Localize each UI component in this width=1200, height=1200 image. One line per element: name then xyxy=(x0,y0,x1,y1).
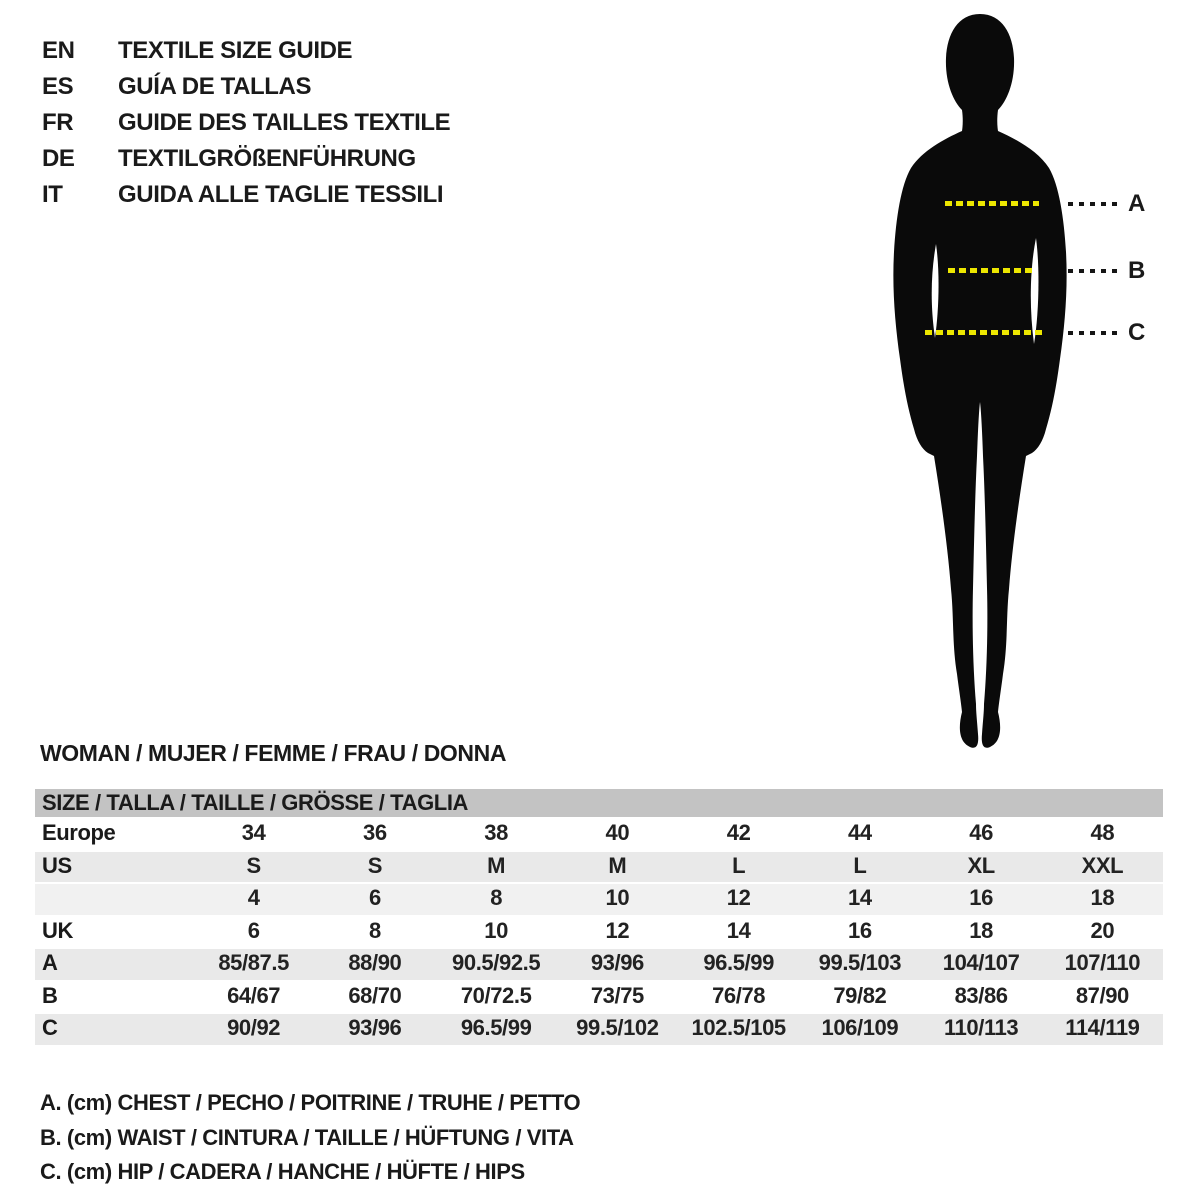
size-cell: 107/110 xyxy=(1064,950,1141,975)
size-cell: 14 xyxy=(848,885,872,910)
language-code: FR xyxy=(42,109,74,136)
table-header: SIZE / TALLA / TAILLE / GRÖSSE / TAGLIA xyxy=(35,789,1163,817)
size-cell: 16 xyxy=(848,917,872,943)
size-cell: 110/113 xyxy=(943,1015,1019,1040)
table-row-chest-a xyxy=(35,947,1163,980)
language-row-es xyxy=(42,69,450,105)
size-cell: 44 xyxy=(848,820,872,845)
size-cell: 6 xyxy=(247,917,260,943)
size-cell: 8 xyxy=(368,917,381,943)
size-cell: 90/92 xyxy=(227,1015,281,1040)
size-cell: 99.5/102 xyxy=(576,1015,659,1040)
size-cell: 16 xyxy=(969,885,993,910)
size-cell: 6 xyxy=(368,885,381,910)
size-cell: XXL xyxy=(1081,852,1124,878)
table-row-us-numeric xyxy=(35,882,1163,915)
size-cell: M xyxy=(608,852,627,878)
chest-line-highlight xyxy=(945,201,1039,206)
size-cell: 85/87.5 xyxy=(218,950,289,975)
section-title-woman: WOMAN / MUJER / FEMME / FRAU / DONNA xyxy=(40,740,507,766)
row-label xyxy=(35,882,193,915)
row-label: A xyxy=(42,950,58,975)
language-row-fr xyxy=(42,105,450,141)
size-cell: 106/109 xyxy=(821,1015,899,1040)
size-cell: 46 xyxy=(969,820,993,845)
size-cell: 114/119 xyxy=(1065,1015,1140,1040)
table-row-hip-c xyxy=(35,1012,1163,1045)
language-code: ES xyxy=(42,73,74,100)
guide-title: TEXTILGRÖßENFÜHRUNG xyxy=(118,145,416,172)
size-cell: 76/78 xyxy=(712,982,766,1008)
size-cell: L xyxy=(853,852,867,878)
woman-silhouette xyxy=(858,4,1102,748)
size-cell: 10 xyxy=(605,885,630,910)
size-cell: 88/90 xyxy=(348,950,402,975)
language-code: IT xyxy=(42,181,63,208)
size-cell: 48 xyxy=(1090,820,1115,845)
language-row-en xyxy=(42,33,450,69)
guide-title: TEXTILE SIZE GUIDE xyxy=(118,37,353,64)
size-cell: 99.5/103 xyxy=(818,950,902,975)
guide-title: GUÍA DE TALLAS xyxy=(118,73,312,100)
size-cell: 4 xyxy=(247,885,260,910)
size-cell: M xyxy=(487,852,506,878)
guide-title: GUIDA ALLE TAGLIE TESSILI xyxy=(118,181,444,208)
size-cell: 42 xyxy=(726,820,751,845)
size-cell: 93/96 xyxy=(590,950,644,975)
size-cell: 38 xyxy=(484,820,508,845)
legend-chest: A. (cm) CHEST / PECHO / POITRINE / TRUHE / PETTO xyxy=(40,1090,581,1115)
row-label: C xyxy=(42,1015,58,1040)
size-cell: 12 xyxy=(726,885,751,910)
hip-line-highlight xyxy=(925,330,1043,335)
table-row-us xyxy=(35,850,1163,883)
waist-line-highlight xyxy=(948,268,1032,273)
language-title-list xyxy=(42,33,450,213)
size-cell: 90.5/92.5 xyxy=(452,950,541,975)
chest-line-leader xyxy=(1068,202,1118,206)
size-cell: 93/96 xyxy=(348,1015,402,1040)
size-cell: 14 xyxy=(726,917,751,943)
table-row-waist-b xyxy=(35,980,1163,1013)
hip-line-leader xyxy=(1068,331,1118,335)
size-cell: S xyxy=(246,852,261,878)
size-cell: 36 xyxy=(363,820,387,845)
row-label: Europe xyxy=(42,820,116,845)
size-cell: 96.5/99 xyxy=(460,1015,532,1040)
marker-label-chest: A xyxy=(1128,190,1145,217)
size-cell: 18 xyxy=(1090,885,1115,910)
size-cell: 96.5/99 xyxy=(703,950,774,975)
size-cell: 18 xyxy=(969,917,993,943)
size-cell: XL xyxy=(967,852,995,878)
language-code: EN xyxy=(42,37,75,64)
legend-waist: B. (cm) WAIST / CINTURA / TAILLE / HÜFTUNG / VITA xyxy=(40,1124,574,1150)
waist-line-leader xyxy=(1068,269,1118,273)
size-cell: 68/70 xyxy=(348,982,402,1008)
size-cell: 102.5/105 xyxy=(691,1015,786,1040)
language-code: DE xyxy=(42,145,75,172)
size-cell: 83/86 xyxy=(954,982,1008,1008)
size-cell: 64/67 xyxy=(227,982,281,1008)
size-cell: 73/75 xyxy=(590,982,644,1008)
size-cell: 70/72.5 xyxy=(460,982,532,1008)
row-label: US xyxy=(42,852,72,878)
marker-label-hip: C xyxy=(1128,319,1145,346)
row-label: B xyxy=(42,982,58,1008)
row-label: UK xyxy=(42,917,73,943)
size-cell: S xyxy=(367,852,383,878)
legend-hip: C. (cm) HIP / CADERA / HANCHE / HÜFTE / HIPS xyxy=(40,1159,525,1184)
size-cell: 40 xyxy=(605,820,630,845)
size-cell: 87/90 xyxy=(1075,982,1129,1008)
measurement-legend xyxy=(40,1086,580,1190)
size-cell: 12 xyxy=(605,917,630,943)
size-cell: 104/107 xyxy=(942,950,1020,975)
size-cell: L xyxy=(732,852,746,878)
size-table xyxy=(35,789,1163,1045)
language-row-de xyxy=(42,141,450,177)
table-row-uk xyxy=(35,915,1163,948)
size-cell: 34 xyxy=(241,820,266,845)
size-cell: 10 xyxy=(484,917,508,943)
size-cell: 20 xyxy=(1090,917,1115,943)
size-cell: 8 xyxy=(490,885,503,910)
size-cell: 79/82 xyxy=(833,982,887,1008)
guide-title: GUIDE DES TAILLES TEXTILE xyxy=(118,109,451,136)
marker-label-waist: B xyxy=(1128,257,1145,284)
table-row-europe xyxy=(35,817,1163,850)
language-row-it xyxy=(42,177,450,213)
